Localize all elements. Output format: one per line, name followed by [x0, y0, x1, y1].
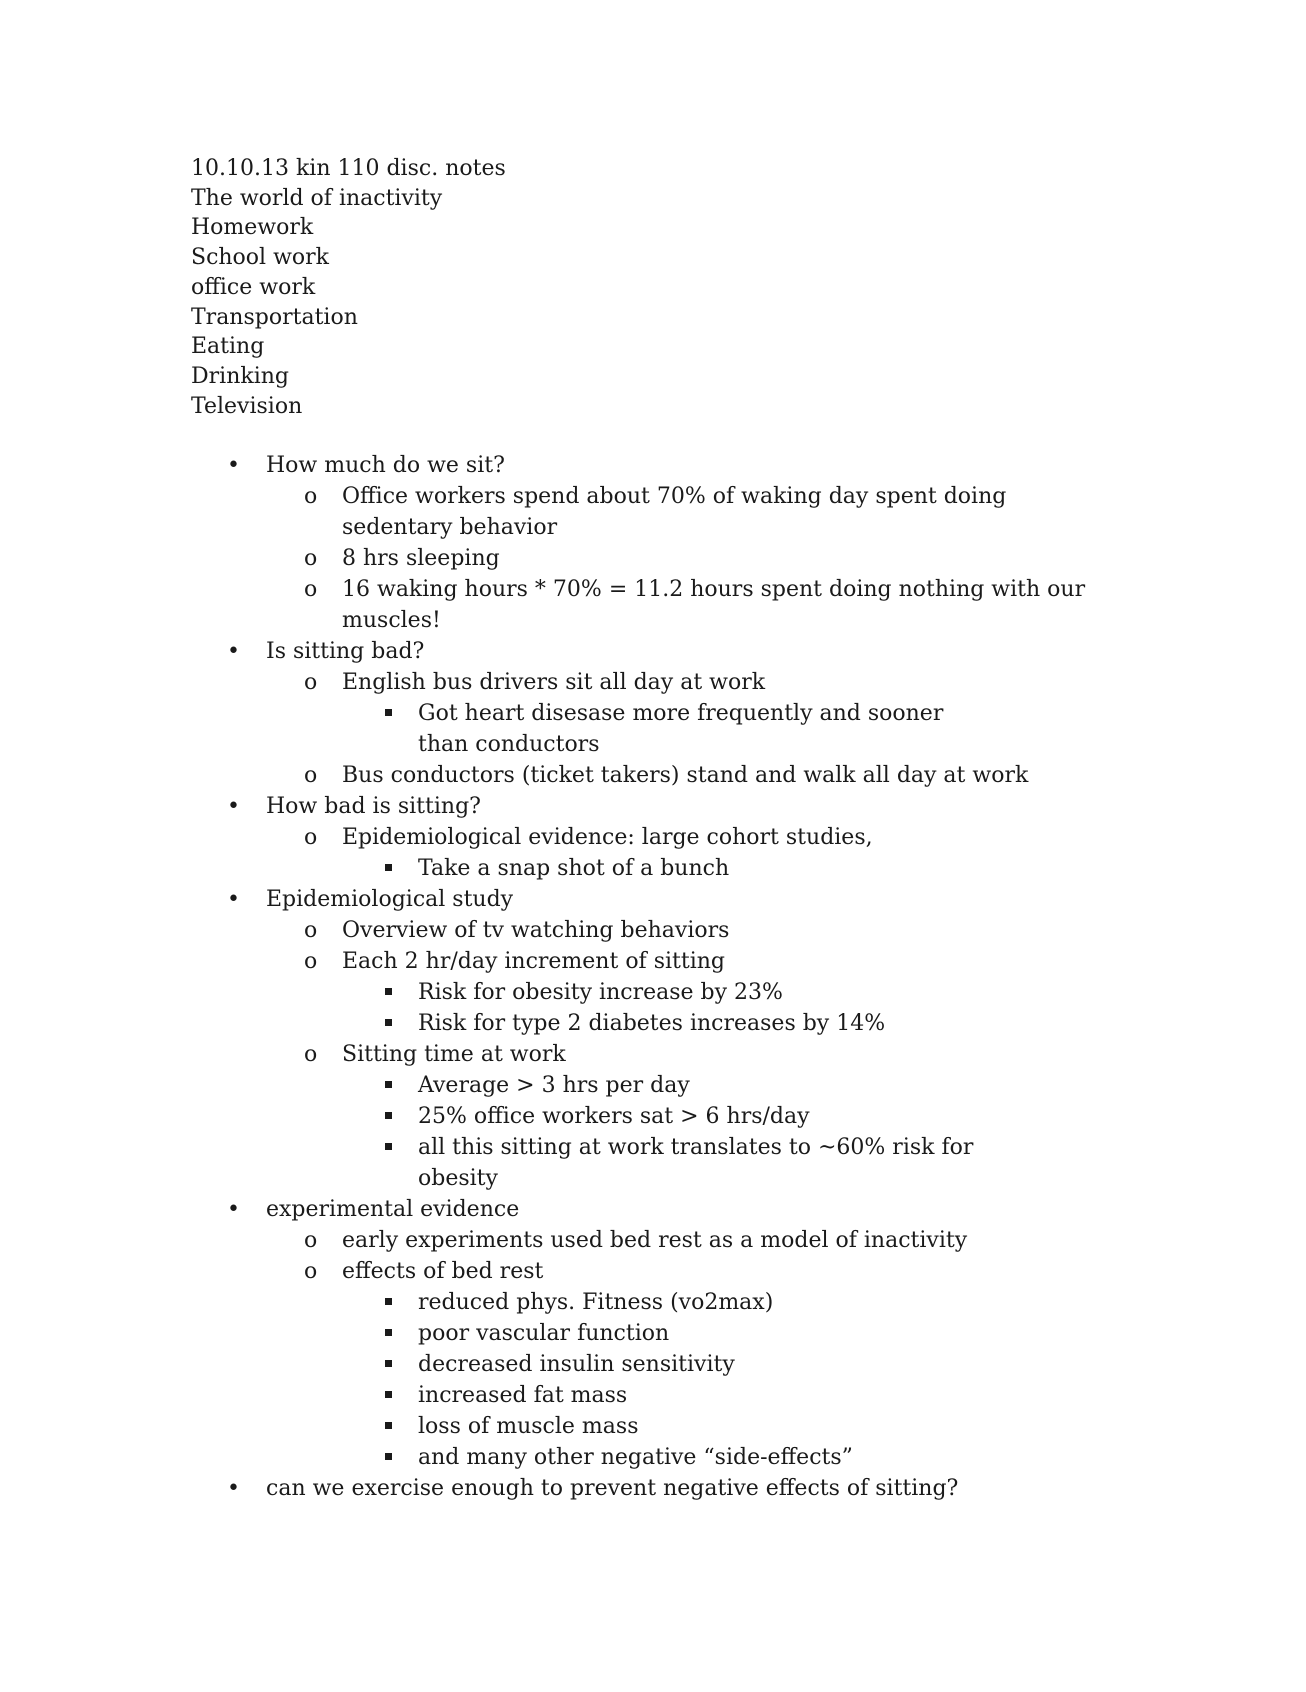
sub-item-text: 8 hrs sleeping	[342, 546, 500, 571]
sub-list	[0, 822, 1306, 884]
square-marker	[385, 988, 392, 995]
circle-marker: o	[304, 1042, 318, 1067]
header-line: Eating	[191, 334, 265, 360]
circle-marker: o	[304, 1259, 318, 1284]
sub-sub-item	[0, 1070, 1306, 1101]
outline-item	[0, 791, 1306, 884]
circle-marker: o	[304, 918, 318, 943]
sub-list	[0, 481, 1306, 636]
sub-item-text: Each 2 hr/day increment of sitting	[342, 949, 725, 974]
sub-sub-item-text: poor vascular function	[418, 1321, 670, 1346]
header-line: Television	[191, 393, 303, 419]
sub-sub-item	[0, 1442, 1306, 1473]
bullet-marker: •	[227, 453, 240, 478]
circle-marker: o	[304, 546, 318, 571]
square-marker	[385, 864, 392, 871]
outline-item	[0, 1473, 1306, 1504]
sub-sub-item-text: Got heart disesase more frequently and sooner than conductors	[418, 701, 944, 757]
circle-marker: o	[304, 763, 318, 788]
sub-item	[0, 946, 1306, 1039]
sub-item	[0, 1225, 1306, 1256]
sub-sub-item-text: Risk for type 2 diabetes increases by 14%	[418, 1011, 886, 1036]
sub-sub-item	[0, 1132, 1306, 1194]
bullet-marker: •	[227, 1197, 240, 1222]
bullet-marker: •	[227, 639, 240, 664]
sub-sub-item-text: Take a snap shot of a bunch	[418, 856, 730, 881]
sub-sub-item-text: and many other negative “side-effects”	[418, 1445, 853, 1470]
sub-sub-item	[0, 1287, 1306, 1318]
sub-sub-list	[0, 1287, 1306, 1473]
bullet-marker: •	[227, 887, 240, 912]
sub-sub-item-text: loss of muscle mass	[418, 1414, 639, 1439]
sub-item-text: effects of bed rest	[342, 1259, 544, 1284]
sub-sub-list	[0, 977, 1306, 1039]
bullet-marker: •	[227, 794, 240, 819]
sub-item	[0, 481, 1306, 543]
sub-list	[0, 915, 1306, 1194]
sub-sub-list	[0, 698, 1306, 760]
sub-sub-item-text: decreased insulin sensitivity	[418, 1352, 735, 1377]
square-marker	[385, 1081, 392, 1088]
square-marker	[385, 1453, 392, 1460]
circle-marker: o	[304, 670, 318, 695]
outline-item	[0, 450, 1306, 636]
outline-item-text: Epidemiological study	[266, 887, 514, 912]
sub-sub-item-text: 25% office workers sat > 6 hrs/day	[418, 1104, 810, 1129]
sub-sub-list	[0, 853, 1306, 884]
sub-item	[0, 574, 1306, 636]
circle-marker: o	[304, 825, 318, 850]
square-marker	[385, 1112, 392, 1119]
square-marker	[385, 1298, 392, 1305]
sub-list	[0, 667, 1306, 791]
sub-sub-item-text: all this sitting at work translates to ~60% risk for obesity	[418, 1135, 974, 1191]
sub-item-text: 16 waking hours * 70% = 11.2 hours spent doing nothing with our muscles!	[342, 577, 1086, 633]
header-line: office work	[191, 274, 316, 300]
outline-item-text: can we exercise enough to prevent negative effects of sitting?	[266, 1476, 959, 1501]
sub-sub-item-text: Risk for obesity increase by 23%	[418, 980, 783, 1005]
square-marker	[385, 1391, 392, 1398]
sub-item	[0, 667, 1306, 760]
outline-item	[0, 1194, 1306, 1473]
sub-list	[0, 1225, 1306, 1473]
header-line: Transportation	[191, 304, 358, 330]
circle-marker: o	[304, 484, 318, 509]
circle-marker: o	[304, 577, 318, 602]
header-line: School work	[191, 245, 330, 271]
sub-item	[0, 915, 1306, 946]
sub-sub-item-text: Average > 3 hrs per day	[418, 1073, 690, 1098]
header-line: Homework	[191, 215, 314, 241]
header-lines	[191, 154, 506, 421]
circle-marker: o	[304, 1228, 318, 1253]
sub-item-text: Epidemiological evidence: large cohort studies,	[342, 825, 873, 850]
outline-item-text: How bad is sitting?	[266, 794, 481, 819]
square-marker	[385, 1329, 392, 1336]
sub-item	[0, 543, 1306, 574]
sub-sub-item	[0, 1411, 1306, 1442]
square-marker	[385, 1422, 392, 1429]
square-marker	[385, 1360, 392, 1367]
sub-item-text: Bus conductors (ticket takers) stand and walk all day at work	[342, 763, 1029, 788]
sub-sub-item	[0, 698, 1306, 760]
bullet-outline	[0, 450, 1306, 1504]
outline-item-text: Is sitting bad?	[266, 639, 425, 664]
square-marker	[385, 1143, 392, 1150]
square-marker	[385, 709, 392, 716]
outline-item-text: How much do we sit?	[266, 453, 505, 478]
bullet-marker: •	[227, 1476, 240, 1501]
sub-item	[0, 1039, 1306, 1194]
sub-item-text: Overview of tv watching behaviors	[342, 918, 730, 943]
sub-item	[0, 822, 1306, 884]
sub-item	[0, 1256, 1306, 1473]
sub-sub-list	[0, 1070, 1306, 1194]
header-line: The world of inactivity	[191, 185, 443, 211]
sub-item-text: Sitting time at work	[342, 1042, 566, 1067]
sub-sub-item	[0, 1318, 1306, 1349]
header-line: 10.10.13 kin 110 disc. notes	[191, 156, 506, 181]
sub-sub-item	[0, 1101, 1306, 1132]
sub-sub-item	[0, 853, 1306, 884]
sub-sub-item	[0, 977, 1306, 1008]
sub-item-text: early experiments used bed rest as a model of inactivity	[342, 1228, 968, 1253]
sub-sub-item	[0, 1380, 1306, 1411]
header-line: Drinking	[191, 363, 289, 389]
sub-item-text: Office workers spend about 70% of waking day spent doing sedentary behavior	[342, 484, 1007, 540]
sub-item-text: English bus drivers sit all day at work	[342, 670, 766, 695]
sub-sub-item-text: increased fat mass	[418, 1383, 628, 1408]
outline-item-text: experimental evidence	[266, 1197, 520, 1222]
sub-item	[0, 760, 1306, 791]
circle-marker: o	[304, 949, 318, 974]
square-marker	[385, 1019, 392, 1026]
sub-sub-item	[0, 1008, 1306, 1039]
sub-sub-item-text: reduced phys. Fitness (vo2max)	[418, 1290, 774, 1315]
sub-sub-item	[0, 1349, 1306, 1380]
outline-item	[0, 636, 1306, 791]
outline-item	[0, 884, 1306, 1194]
